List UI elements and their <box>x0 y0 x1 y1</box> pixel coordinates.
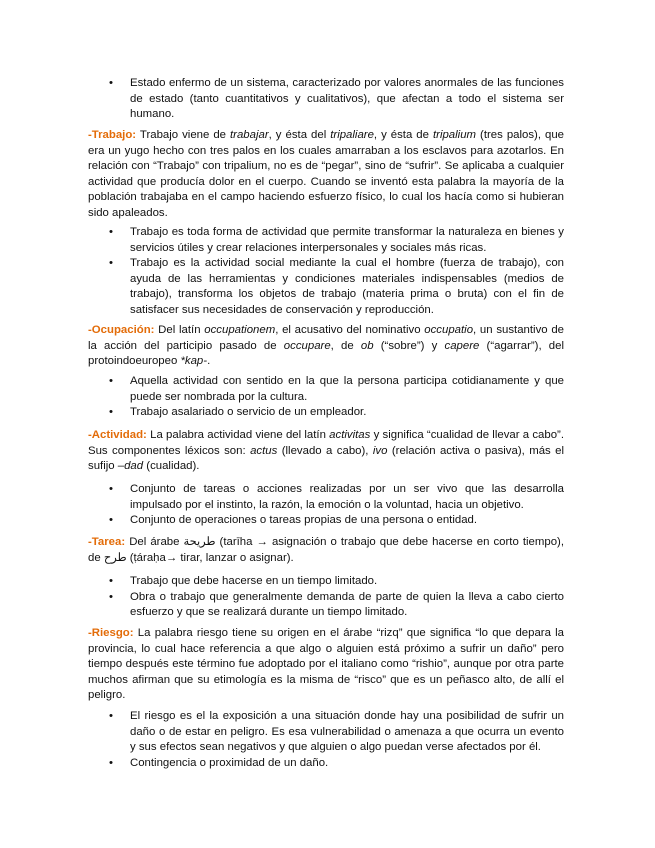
actividad-paragraph <box>88 428 564 475</box>
text-run: (tres palos), que era un yugo hecho con tres palos en los cuales amarraban a los esclavos para azotarlos. En relación con “Trabajo” con tripalium, no es de “pegar”, sino de “sufrir”. Se aplicaba a cualquier actividad que producía dolor en el cuerpo. Cuando se inventó esta palabra la mayoría de la población trabajaba en el campo haciendo esfuerzo físico, lo cual los hacía como si hubieran sido apaleados. <box>88 129 565 219</box>
italic-term: activitas <box>329 429 371 441</box>
list-item: • Conjunto de tareas o acciones realizadas por un ser vivo que las desarrolla impulsado por el instinto, la razón, la emoción o la voluntad, hacia un objetivo. <box>108 482 564 513</box>
intro-list <box>108 76 564 123</box>
italic-term: tripalium <box>432 129 477 141</box>
italic-term: capere <box>444 339 480 352</box>
list-item: • Trabajo es toda forma de actividad que permite transformar la naturaleza en bienes y servicios útiles y crear relaciones interpersonales y sociales más ricas. <box>108 225 564 256</box>
italic-term: *kap- <box>180 355 208 367</box>
riesgo-heading: -Riesgo: <box>88 627 134 639</box>
italic-term: occupare <box>283 339 331 352</box>
riesgo-list <box>108 709 564 771</box>
text-run: Del latín <box>154 324 205 336</box>
text-run: (“sobre”) y <box>373 339 445 352</box>
list-item: • Trabajo que debe hacerse en un tiempo limitado. <box>108 574 564 590</box>
text-run: (llevado a cabo), <box>277 444 373 457</box>
actividad-list <box>108 482 564 529</box>
text-run: , un sustantivo de la acción del participio pasado de <box>88 324 564 352</box>
list-item: • Conjunto de operaciones o tareas propias de una persona o entidad. <box>108 513 564 529</box>
ocupacion-list <box>108 374 564 421</box>
text-run: Trabajo viene de <box>136 129 231 141</box>
trabajo-paragraph <box>88 128 564 221</box>
list-item: • El riesgo es el la exposición a una situación donde hay una posibilidad de sufrir un daño o de estar en peligro. Es esa vulnerabilidad o amenaza a que ocurra un evento y sus efectos sean negativos y que alguien o algo puedan verse afectados por él. <box>108 709 564 756</box>
list-item: • Obra o trabajo que generalmente demanda de parte de quien la lleva a cabo cierto esfuerzo y que se realizará durante un tiempo limitado. <box>108 590 564 621</box>
italic-term: trabajar <box>230 129 269 141</box>
tarea-heading: -Tarea: <box>88 536 126 548</box>
text-run: Del árabe طريحة (tarīha → asignación o trabajo que debe hacerse en corto tiempo), de طرح (ṭáraḥa→ tirar, lanzar o asignar). <box>88 536 564 564</box>
text-run: , y ésta de <box>373 129 433 141</box>
tarea-list <box>108 574 564 621</box>
text-run: La palabra actividad viene del latín <box>146 429 330 441</box>
actividad-heading: -Actividad: <box>88 429 147 441</box>
ocupacion-heading: -Ocupación: <box>88 324 155 336</box>
tarea-paragraph <box>88 535 564 566</box>
trabajo-list <box>108 225 564 318</box>
riesgo-paragraph <box>88 626 564 704</box>
text-run: y significa “cualidad de llevar a cabo”. Sus componentes léxicos son: <box>88 429 564 457</box>
italic-term: occupatio <box>424 324 474 336</box>
list-item: • Contingencia o proximidad de un daño. <box>108 756 564 772</box>
italic-term: tripaliare <box>330 129 374 141</box>
list-item: • Estado enfermo de un sistema, caracterizado por valores anormales de las funciones de estado (tanto cuantitativos y cualitativos), que afectan a todo el sistema ser humano. <box>108 76 564 123</box>
text-run: (relación activa o pasiva), más el sufijo <box>88 444 565 472</box>
text-run: , el acusativo del nominativo <box>275 324 425 336</box>
list-item: • Trabajo asalariado o servicio de un empleador. <box>108 405 564 421</box>
italic-term: occupationem <box>204 324 276 336</box>
italic-term: actus <box>250 444 278 457</box>
text-run: . <box>207 355 211 367</box>
text-run: La palabra riesgo tiene su origen en el árabe “rizq” que significa “lo que depara la provincia, lo cual hace referencia a que algo o alguien está próximo a sufrir un daño” pero tiempo después este término fue adoptado por el italiano como “rishio”, aunque por otra parte muchos afirman que su etimología es la misma de “risco” que es un peñasco alto, de allí el peligro. <box>88 627 564 701</box>
text-run: , y ésta del <box>268 129 331 141</box>
text-run: (cualidad). <box>143 460 200 472</box>
list-item: • Trabajo es la actividad social mediante la cual el hombre (fuerza de trabajo), con ayuda de las herramientas y condiciones materiales indispensables (medios de trabajo), transforma los objetos de trabajo (materia prima o bruta) con el fin de satisfacer sus necesidades de conservación y reproducción. <box>108 256 564 318</box>
trabajo-heading: -Trabajo: <box>88 129 137 141</box>
italic-term: ob <box>360 339 374 352</box>
italic-term: –dad <box>117 460 144 472</box>
italic-term: ivo <box>372 444 388 457</box>
ocupacion-paragraph <box>88 323 564 370</box>
list-item: • Aquella actividad con sentido en la que la persona participa cotidianamente y que puede ser nombrada por la cultura. <box>108 374 564 405</box>
text-run: , de <box>330 339 361 352</box>
text-run: (“agarrar”), del protoindoeuropeo <box>88 339 565 367</box>
